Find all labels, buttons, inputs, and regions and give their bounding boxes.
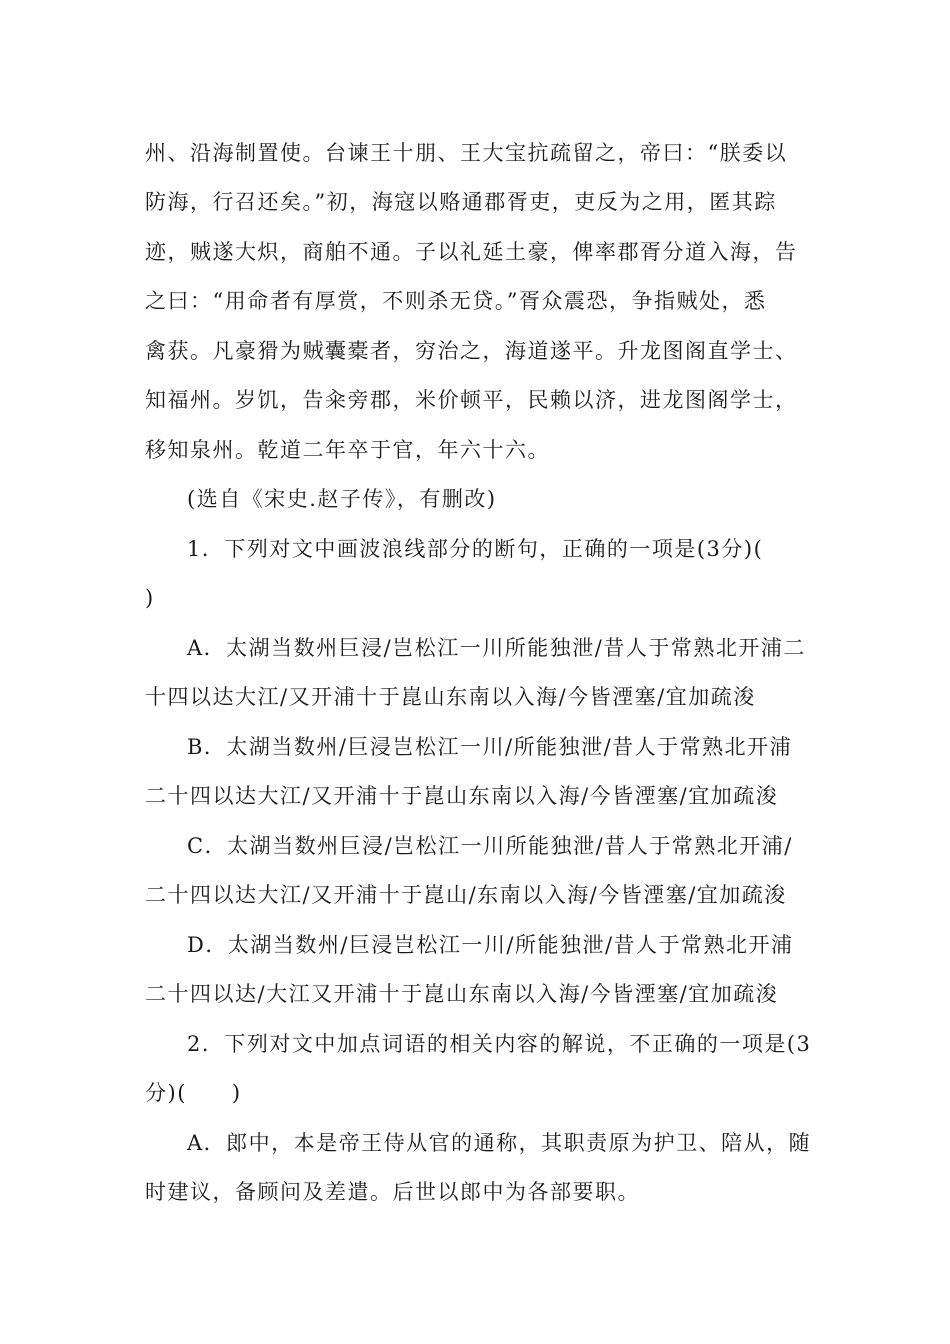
question-2-option-a: A．郎中，本是帝王侍从官的通称，其职责原为护卫、陪从，随 xyxy=(187,1131,812,1155)
passage-line: 移知泉州。乾道二年卒于官，年六十六。 xyxy=(145,438,550,462)
question-1-stem: 1．下列对文中画波浪线部分的断句，正确的一项是(3分)( xyxy=(187,537,764,561)
question-2-option-a-cont: 时建议，备顾问及差遣。后世以郎中为各部要职。 xyxy=(145,1180,640,1204)
question-2-stem-cont: 分)( ) xyxy=(145,1081,242,1105)
passage-source: (选自《宋史.赵子传》，有删改) xyxy=(187,487,497,511)
question-1-stem-cont: ) xyxy=(145,586,155,610)
passage-line: 州、沿海制置使。台谏王十朋、王大宝抗疏留之，帝曰：“朕委以 xyxy=(145,141,788,165)
passage-line: 之曰：“用命者有厚赏，不则杀无贷。”胥众震恐，争指贼处，悉 xyxy=(145,289,767,313)
question-1-option-a-cont: 十四以达大江/又开浦十于崑山东南以入海/今皆湮塞/宜加疏浚 xyxy=(145,685,756,709)
passage-line: 知福州。岁饥，告籴旁郡，米价顿平，民赖以济，进龙图阁学士， xyxy=(145,388,798,412)
question-1-option-d-cont: 二十四以达/大江又开浦十于崑山东南以入海/今皆湮塞/宜加疏浚 xyxy=(145,982,779,1006)
question-1-option-d: D．太湖当数州/巨浸岂松江一川/所能独泄/昔人于常熟北开浦 xyxy=(187,933,794,957)
passage-line: 防海，行召还矣。”初，海寇以赂通郡胥吏，吏反为之用，匿其踪 xyxy=(145,190,777,214)
question-1-option-b-cont: 二十四以达大江/又开浦十于崑山东南以入海/今皆湮塞/宜加疏浚 xyxy=(145,784,779,808)
passage-line: 禽获。凡豪猾为贼囊橐者，穷治之，海道遂平。升龙图阁直学士、 xyxy=(145,339,798,363)
question-1-option-b: B．太湖当数州/巨浸岂松江一川/所能独泄/昔人于常熟北开浦 xyxy=(187,735,793,759)
question-1-option-c-cont: 二十四以达大江/又开浦十于崑山/东南以入海/今皆湮塞/宜加疏浚 xyxy=(145,883,787,907)
question-1-option-a: A．太湖当数州巨浸/岂松江一川所能独泄/昔人于常熟北开浦二 xyxy=(187,636,806,660)
question-2-stem: 2．下列对文中加点词语的相关内容的解说，不正确的一项是(3 xyxy=(187,1032,812,1056)
passage-line: 迹，贼遂大炽，商舶不通。子以礼延土豪，俾率郡胥分道入海，告 xyxy=(145,240,798,264)
question-1-option-c: C．太湖当数州巨浸/岂松江一川所能独泄/昔人于常熟北开浦/ xyxy=(187,834,793,858)
